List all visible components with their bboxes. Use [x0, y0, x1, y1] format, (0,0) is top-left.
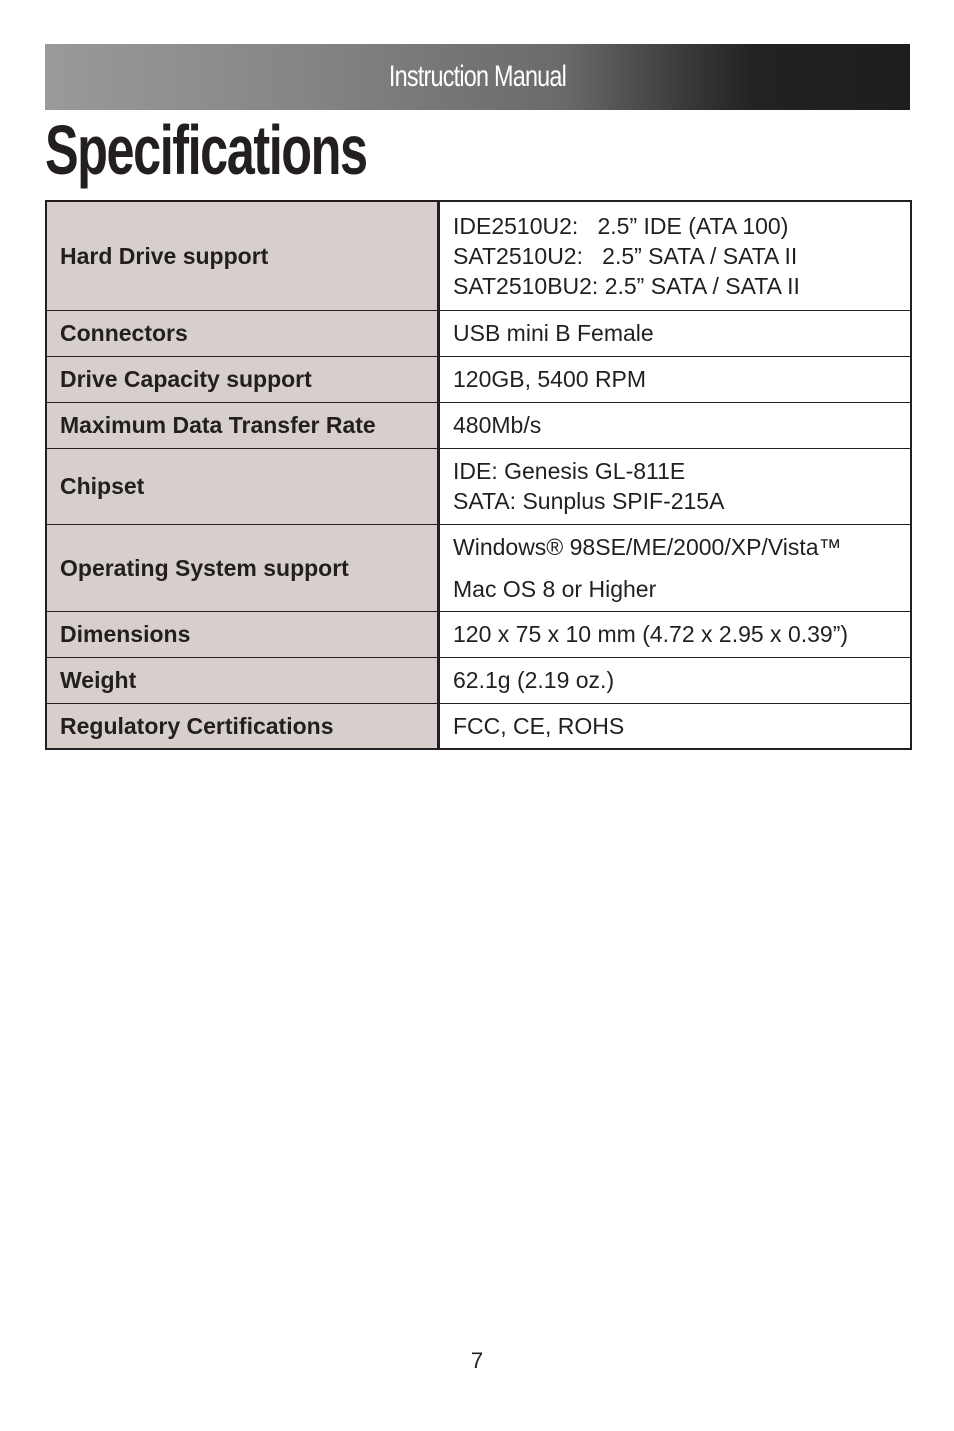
spec-label: Operating System support — [46, 524, 439, 611]
spec-value-line: FCC, CE, ROHS — [453, 712, 625, 739]
spec-value-line: 480Mb/s — [453, 412, 542, 438]
spec-value-line: IDE2510U2: 2.5” IDE (ATA 100) — [453, 212, 789, 239]
header-bar — [45, 44, 910, 110]
spec-value-line: Windows® 98SE/ME/2000/XP/Vista™ — [453, 533, 842, 560]
spec-value — [439, 402, 912, 448]
spec-value-line: SAT2510BU2: 2.5” SATA / SATA II — [453, 272, 800, 299]
spec-label: Dimensions — [46, 611, 439, 657]
spec-value — [439, 524, 912, 611]
spec-label: Weight — [46, 657, 439, 703]
page-number: 7 — [470, 1348, 484, 1373]
table-row-operating-system — [46, 524, 911, 611]
table-row-dimensions — [46, 611, 911, 657]
spec-label: Regulatory Certifications — [46, 703, 439, 749]
table-row-weight — [46, 657, 911, 703]
spec-value-line: 120GB, 5400 RPM — [453, 366, 647, 392]
specifications-table — [45, 200, 912, 750]
spec-label: Chipset — [46, 448, 439, 524]
spec-value-line: USB mini B Female — [453, 320, 654, 346]
spec-value — [439, 611, 912, 657]
spec-value-line: SATA: Sunplus SPIF-215A — [453, 488, 725, 514]
spec-value — [439, 657, 912, 703]
spec-value — [439, 448, 912, 524]
table-row-connectors — [46, 310, 911, 356]
spec-value-line: SAT2510U2: 2.5” SATA / SATA II — [453, 242, 798, 269]
spec-value — [439, 703, 912, 749]
spec-value-line: Mac OS 8 or Higher — [453, 575, 657, 602]
spec-value-line: 120 x 75 x 10 mm (4.72 x 2.95 x 0.39”) — [453, 621, 849, 647]
table-row-transfer-rate — [46, 402, 911, 448]
spec-value — [439, 201, 912, 310]
table-row-hard-drive-support — [46, 201, 911, 310]
spec-value — [439, 310, 912, 356]
table-row-chipset — [46, 448, 911, 524]
spec-label: Connectors — [46, 310, 439, 356]
spec-label: Hard Drive support — [46, 201, 439, 310]
page-title: Specifications — [45, 111, 367, 189]
spec-value-line: IDE: Genesis GL-811E — [453, 458, 686, 484]
spec-value-line: 62.1g (2.19 oz.) — [453, 667, 615, 693]
table-row-regulatory — [46, 703, 911, 749]
spec-label: Drive Capacity support — [46, 356, 439, 402]
spec-value — [439, 356, 912, 402]
table-row-drive-capacity — [46, 356, 911, 402]
header-title: Instruction Manual — [388, 60, 567, 93]
spec-label: Maximum Data Transfer Rate — [46, 402, 439, 448]
